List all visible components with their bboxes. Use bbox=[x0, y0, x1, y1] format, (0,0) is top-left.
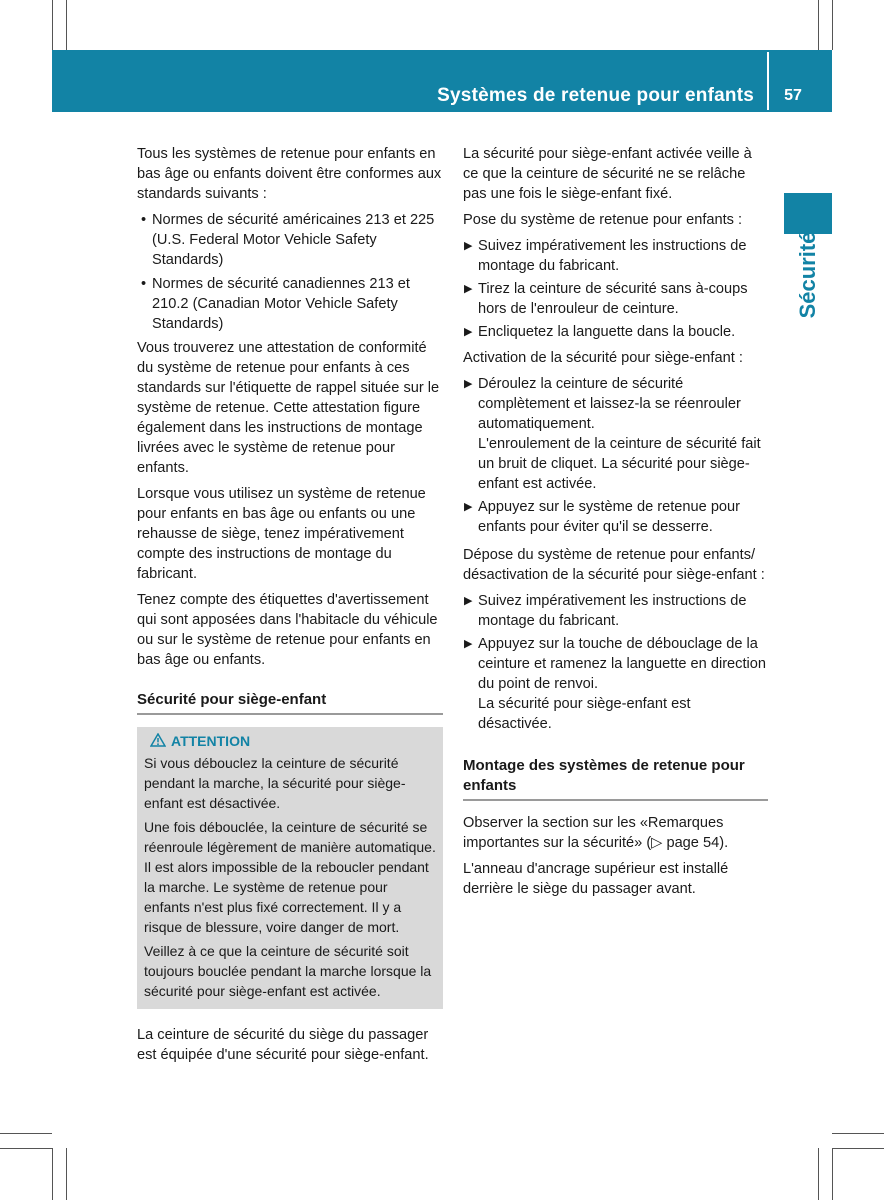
warning-box bbox=[137, 727, 443, 1009]
paragraph: La ceinture de sécurité du siège du passager est équipée d'une sécurité pour siège-enfant. bbox=[137, 1027, 429, 1063]
step-item: ▶ Suivez impérativement les instructions de montage du fabricant. bbox=[464, 593, 747, 629]
paragraph: Lorsque vous utilisez un système de retenue pour enfants en bas âge ou enfants ou une rehausse de siège, tenez impérativement compte des instructions de montage du fabricant. bbox=[137, 486, 426, 582]
paragraph: L'anneau d'ancrage supérieur est installé derrière le siège du passager avant. bbox=[463, 861, 729, 897]
step-item: ▶ Déroulez la ceinture de sécurité complètement et laissez-la se réenrouler automatiquement. L'enroulement de la ceinture de sécurité fait un bruit de cliquet. La sécurité pour siège-enfant est activée. bbox=[464, 376, 761, 492]
header-divider bbox=[767, 52, 769, 110]
bullet-icon: • bbox=[141, 212, 147, 228]
crop-mark bbox=[0, 1133, 52, 1134]
page-number: 57 bbox=[784, 87, 802, 104]
paragraph: La sécurité pour siège-enfant activée veille à ce que la ceinture de sécurité ne se relâche pas une fois le siège-enfant fixé. bbox=[463, 146, 752, 202]
step-note: La sécurité pour siège-enfant est désactivée. bbox=[478, 696, 691, 732]
step-note: L'enroulement de la ceinture de sécurité fait un bruit de cliquet. La sécurité pour siège-enfant est activée. bbox=[478, 436, 761, 492]
step-arrow-icon: ▶ bbox=[464, 638, 473, 650]
warning-header bbox=[144, 731, 436, 751]
paragraph: Vous trouverez une attestation de conformité du système de retenue pour enfants à ces standards sur l'étiquette de rappel située sur le système de retenue. Cette attestation figure également dans les instructions de montage livrées avec le système de retenue pour enfants. bbox=[137, 340, 440, 476]
step-arrow-icon: ▶ bbox=[464, 378, 473, 390]
crop-mark bbox=[832, 1148, 884, 1149]
section-heading-mounting: Montage des systèmes de retenue pour enfants bbox=[463, 756, 768, 801]
step-arrow-icon: ▶ bbox=[464, 501, 473, 513]
reference-paragraph: Observer la section sur les «Remarques importantes sur la sécurité» (▷ page 54). bbox=[463, 815, 729, 851]
crop-mark bbox=[832, 1133, 884, 1134]
step-arrow-icon: ▶ bbox=[464, 283, 473, 295]
right-column bbox=[463, 144, 768, 905]
left-column bbox=[137, 144, 443, 1071]
step-item: ▶ Encliquetez la languette dans la boucle. bbox=[464, 324, 736, 340]
warning-triangle-icon bbox=[150, 733, 166, 747]
list-item: • Normes de sécurité canadiennes 213 et 210.2 (Canadian Motor Vehicle Safety Standards) bbox=[141, 276, 410, 332]
step-item: ▶ Appuyez sur la touche de débouclage de la ceinture et ramenez la languette en direction du point de renvoi. La sécurité pour siège-enfant est désactivée. bbox=[464, 636, 766, 732]
page-title: Systèmes de retenue pour enfants bbox=[437, 85, 754, 106]
crop-mark bbox=[818, 1148, 819, 1200]
step-arrow-icon: ▶ bbox=[464, 595, 473, 607]
warning-paragraph: Veillez à ce que la ceinture de sécurité soit toujours bouclée pendant la marche lorsque la sécurité pour siège-enfant est activée. bbox=[144, 943, 432, 999]
step-item: ▶ Appuyez sur le système de retenue pour enfants pour éviter qu'il se desserre. bbox=[464, 499, 741, 535]
crop-mark bbox=[66, 0, 67, 50]
crop-mark bbox=[818, 0, 819, 50]
list-item: • Normes de sécurité américaines 213 et 225 (U.S. Federal Motor Vehicle Safety Standards) bbox=[141, 212, 435, 268]
step-item: ▶ Tirez la ceinture de sécurité sans à-coups hors de l'enrouleur de ceinture. bbox=[464, 281, 748, 317]
subsection-intro: Dépose du système de retenue pour enfants/ désactivation de la sécurité pour siège-enfant : bbox=[463, 547, 765, 583]
side-section-label: Sécurité bbox=[795, 231, 820, 319]
step-item: ▶ Suivez impérativement les instructions de montage du fabricant. bbox=[464, 238, 747, 274]
crop-mark bbox=[52, 1148, 53, 1200]
step-arrow-icon: ▶ bbox=[464, 240, 473, 252]
crop-mark bbox=[52, 0, 53, 50]
paragraph: Tenez compte des étiquettes d'avertissement qui sont apposées dans l'habitacle du véhicule ou sur le système de retenue pour enfants en bas âge ou enfants. bbox=[137, 592, 438, 668]
warning-paragraph: Si vous débouclez la ceinture de sécurité pendant la marche, la sécurité pour siège-enfant est désactivée. bbox=[144, 755, 406, 811]
step-arrow-icon: ▶ bbox=[464, 326, 473, 338]
crop-mark bbox=[832, 1148, 833, 1200]
warning-label: ATTENTION bbox=[171, 733, 251, 749]
crop-mark bbox=[0, 1148, 52, 1149]
section-heading-child-seat-safety: Sécurité pour siège-enfant bbox=[137, 690, 443, 715]
intro-paragraph: Tous les systèmes de retenue pour enfants en bas âge ou enfants doivent être conformes aux standards suivants : bbox=[137, 146, 442, 202]
subsection-intro: Pose du système de retenue pour enfants : bbox=[463, 212, 743, 228]
bullet-icon: • bbox=[141, 276, 147, 292]
crop-mark bbox=[832, 0, 833, 50]
crop-mark bbox=[66, 1148, 67, 1200]
warning-paragraph: Une fois débouclée, la ceinture de sécurité se réenroule légèrement de manière automatique. Il est alors impossible de la reboucler pendant la marche. Le système de retenue pour enfants n'est plus fixé correctement. Il y a risque de blessure, voire danger de mort. bbox=[144, 819, 436, 935]
subsection-intro: Activation de la sécurité pour siège-enfant : bbox=[463, 350, 743, 366]
